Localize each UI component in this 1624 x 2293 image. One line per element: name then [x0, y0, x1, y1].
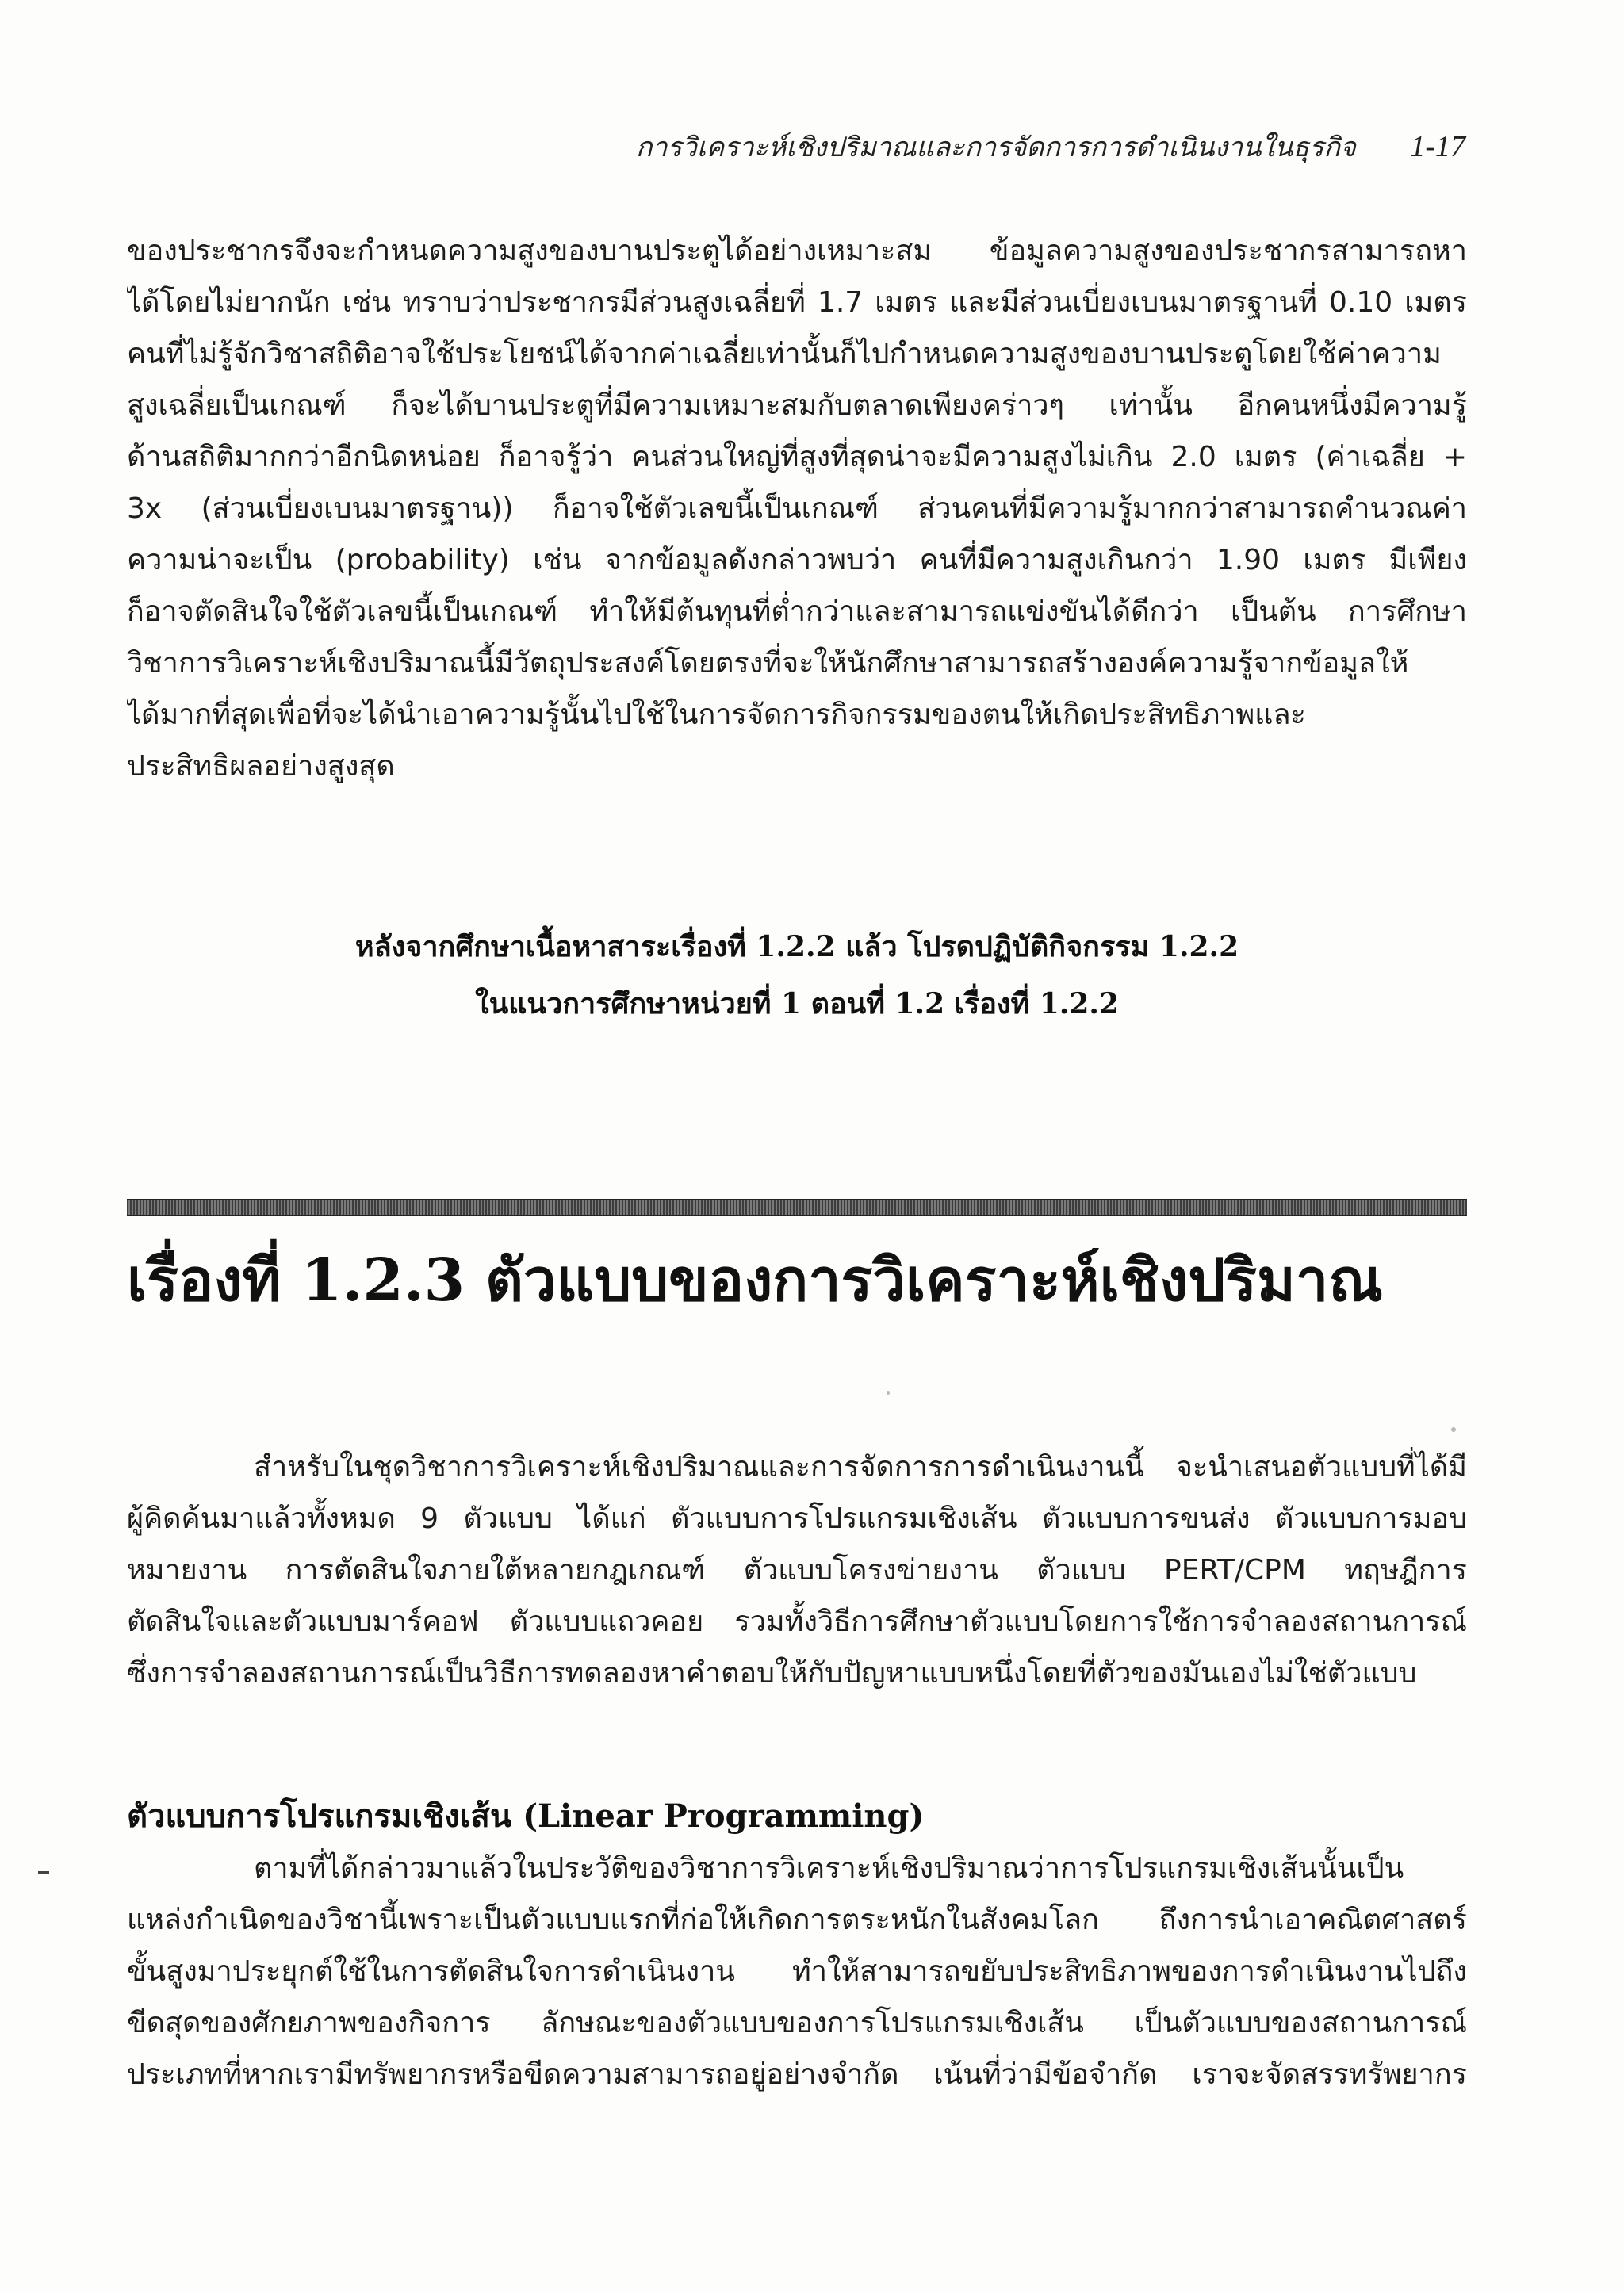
- instruction-line: หลังจากศึกษาเนื้อหาสาระเรื่องที่ 1.2.2 แล้ว โปรดปฏิบัติกิจกรรม 1.2.2: [354, 930, 1239, 963]
- page-number: 1-17: [1410, 130, 1465, 163]
- paragraph-linear-programming: [127, 1843, 1467, 2100]
- activity-instruction: [127, 918, 1467, 1032]
- paragraph-models: [127, 1441, 1467, 1699]
- section-divider: [127, 1199, 1467, 1216]
- text-line: ประสิทธิผลอย่างสูงสุด: [127, 750, 395, 783]
- scan-speck: [887, 1391, 890, 1395]
- text-line: ก็อาจตัดสินใจใช้ตัวเลขนี้เป็นเกณฑ์ ทำให้มีต้นทุนที่ต่ำกว่าและสามารถแข่งขันได้ดีกว่า เป็นต้น การศึกษา: [127, 595, 1467, 628]
- text-line: ซึ่งการจำลองสถานการณ์เป็นวิธีการทดลองหาคำตอบให้กับปัญหาแบบหนึ่งโดยที่ตัวของมันเองไม่ใช่ตัวแบบ: [127, 1657, 1417, 1690]
- scan-speck: [1451, 1427, 1456, 1432]
- section-title: เรื่องที่ 1.2.3 ตัวแบบของการวิเคราะห์เชิงปริมาณ: [127, 1246, 1383, 1315]
- text-line: ตัดสินใจและตัวแบบมาร์คอฟ ตัวแบบแถวคอย รวมทั้งวิธีการศึกษาตัวแบบโดยการใช้การจำลองสถานการณ์: [127, 1606, 1467, 1638]
- paragraph-intro: [127, 225, 1467, 792]
- text-line: คนที่ไม่รู้จักวิชาสถิติอาจใช้ประโยชน์ได้จากค่าเฉลี่ยเท่านั้นก็ไปกำหนดความสูงของบานประตูโดยใช้ค่าความ: [127, 338, 1442, 370]
- text-line: วิชาการวิเคราะห์เชิงปริมาณนี้มีวัตถุประสงค์โดยตรงที่จะให้นักศึกษาสามารถสร้างองค์ความรู้จากข้อมูลให้: [127, 647, 1409, 679]
- text-line: ของประชากรจึงจะกำหนดความสูงของบานประตูได้อย่างเหมาะสม ข้อมูลความสูงของประชากรสามารถหา: [127, 235, 1467, 267]
- text-line: สำหรับในชุดวิชาการวิเคราะห์เชิงปริมาณและการจัดการการดำเนินงานนี้ จะนำเสนอตัวแบบที่ได้มี: [254, 1451, 1467, 1483]
- text-line: ความน่าจะเป็น (probability) เช่น จากข้อมูลดังกล่าวพบว่า คนที่มีความสูงเกินกว่า 1.90 เมตร มีเพียง: [127, 544, 1467, 576]
- text-line: ด้านสถิติมากกว่าอีกนิดหน่อย ก็อาจรู้ว่า คนส่วนใหญ่ที่สูงที่สุดน่าจะมีความสูงไม่เกิน 2.0 เมตร (ค่าเฉลี่ย +: [127, 441, 1467, 473]
- running-title: การวิเคราะห์เชิงปริมาณและการจัดการการดำเนินงานในธุรกิจ: [635, 133, 1356, 163]
- text-line: 3x (ส่วนเบี่ยงเบนมาตรฐาน)) ก็อาจใช้ตัวเลขนี้เป็นเกณฑ์ ส่วนคนที่มีความรู้มากกว่าสามารถคำนวณค่า: [127, 492, 1467, 525]
- text-line: ตามที่ได้กล่าวมาแล้วในประวัติของวิชาการวิเคราะห์เชิงปริมาณว่าการโปรแกรมเชิงเส้นนั้นเป็น: [254, 1852, 1404, 1885]
- text-line: ได้โดยไม่ยากนัก เช่น ทราบว่าประชากรมีส่วนสูงเฉลี่ยที่ 1.7 เมตร และมีส่วนเบี่ยงเบนมาตรฐานที่ 0.10 เมตร: [127, 286, 1467, 319]
- text-line: ประเภทที่หากเรามีทรัพยากรหรือขีดความสามารถอยู่อย่างจำกัด เน้นที่ว่ามีข้อจำกัด เราจะจัดสรรทรัพยากร: [127, 2058, 1467, 2091]
- text-line: แหล่งกำเนิดของวิชานี้เพราะเป็นตัวแบบแรกที่ก่อให้เกิดการตระหนักในสังคมโลก ถึงการนำเอาคณิตศาสตร์: [127, 1904, 1467, 1936]
- subheading: ตัวแบบการโปรแกรมเชิงเส้น (Linear Programming): [127, 1797, 925, 1835]
- text-line: ขีดสุดของศักยภาพของกิจการ ลักษณะของตัวแบบของการโปรแกรมเชิงเส้น เป็นตัวแบบของสถานการณ์: [127, 2007, 1467, 2039]
- instruction-line: ในแนวการศึกษาหน่วยที่ 1 ตอนที่ 1.2 เรื่องที่ 1.2.2: [474, 987, 1119, 1020]
- text-line: ได้มากที่สุดเพื่อที่จะได้นำเอาความรู้นั้นไปใช้ในการจัดการกิจกรรมของตนให้เกิดประสิทธิภาพและ: [127, 699, 1306, 731]
- running-header: [636, 125, 1465, 168]
- text-line: ขั้นสูงมาประยุกต์ใช้ในการตัดสินใจการดำเนินงาน ทำให้สามารถขยับประสิทธิภาพของการดำเนินงานไปถึง: [127, 1955, 1467, 1988]
- text-line: สูงเฉลี่ยเป็นเกณฑ์ ก็จะได้บานประตูที่มีความเหมาะสมกับตลาดเพียงคร่าวๆ เท่านั้น อีกคนหนึ่งมีความรู้: [127, 389, 1467, 422]
- text-line: ผู้คิดค้นมาแล้วทั้งหมด 9 ตัวแบบ ได้แก่ ตัวแบบการโปรแกรมเชิงเส้น ตัวแบบการขนส่ง ตัวแบบการมอบ: [127, 1503, 1467, 1535]
- text-line: หมายงาน การตัดสินใจภายใต้หลายกฎเกณฑ์ ตัวแบบโครงข่ายงาน ตัวแบบ PERT/CPM ทฤษฎีการ: [127, 1554, 1467, 1587]
- margin-mark: [38, 1871, 49, 1874]
